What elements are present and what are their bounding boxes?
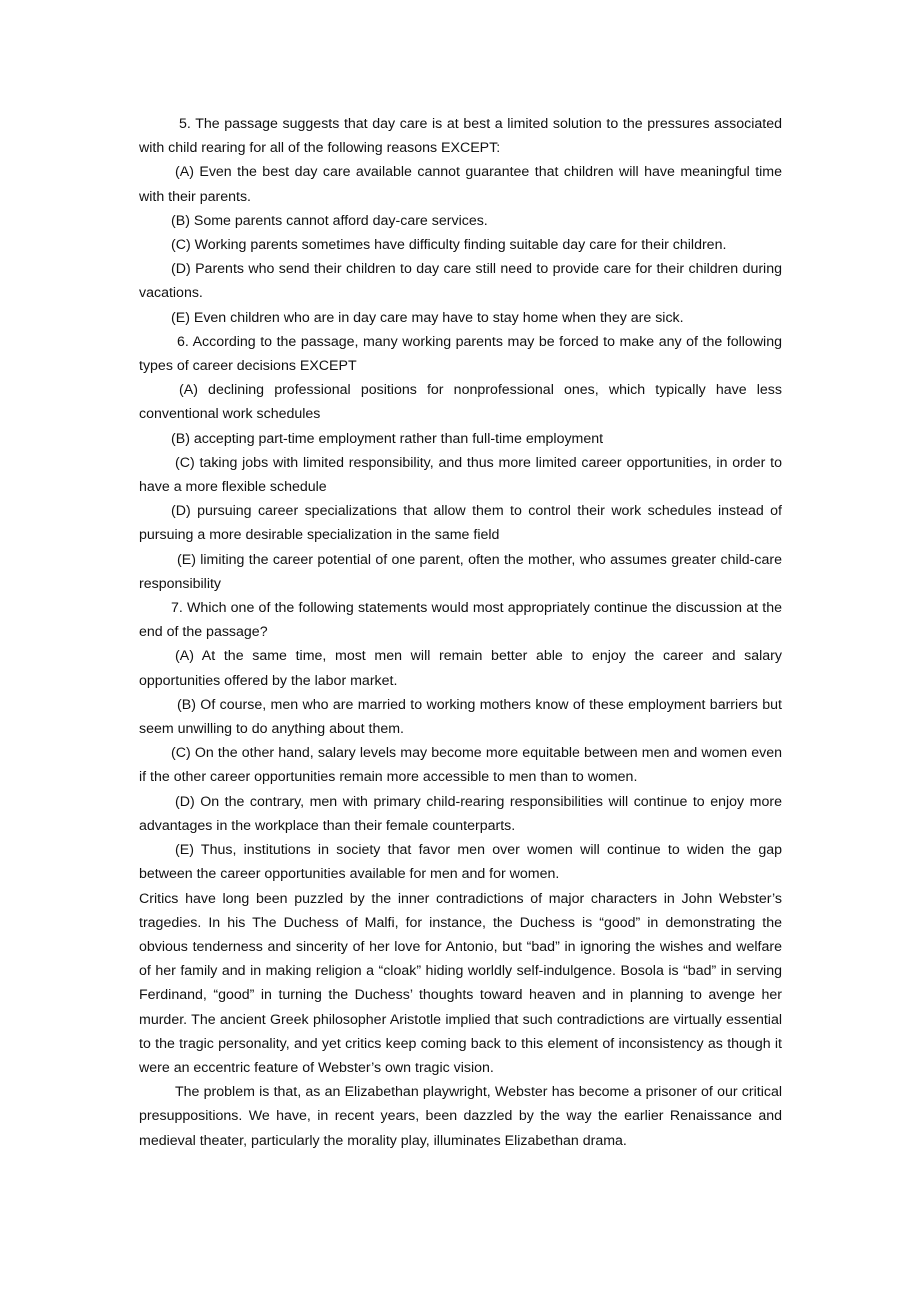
question-7-stem: 7. Which one of the following statements would most appropriately continue the discussion at the end of the passage? (139, 600, 782, 641)
question-5-option-a: (A) Even the best day care available cannot guarantee that children will have meaningful time with their parents. (139, 164, 782, 205)
question-5-option-d: (D) Parents who send their children to day care still need to provide care for their children during vacations. (139, 261, 782, 302)
question-6-option-a: (A) declining professional positions for nonprofessional ones, which typically have less conventional work schedules (139, 382, 782, 423)
question-6-stem: 6. According to the passage, many working parents may be forced to make any of the following types of career decisions EXCEPT (139, 333, 782, 375)
question-7-option-a: (A) At the same time, most men will remain better able to enjoy the career and salary opportunities offered by the labor market. (139, 648, 782, 689)
question-6-option-d: (D) pursuing career specializations that allow them to control their work schedules instead of pursuing a more desirable specialization in the same field (139, 503, 782, 544)
passage-paragraph: Critics have long been puzzled by the inner contradictions of major characters in John Webster’s tragedies. In his The Duchess of Malfi, for instance, the Duchess is “good” in demonstrating the obvious tenderness and sincerity of her love for Antonio, but “bad” in ignoring the wishes and welfare of her family and in making religion a “cloak” hiding worldly self-indulgence. Bosola is “bad” in serving Ferdinand, “good” in turning the Duchess’ thoughts toward heaven and in planning to avenge her murder. The ancient Greek philosopher Aristotle implied that such contradictions are virtually essential to the tragic personality, and yet critics keep coming back to this element of inconsistency as though it were an eccentric feature of Webster’s own tragic vision. (139, 890, 782, 1076)
question-5-option-c: (C) Working parents sometimes have difficulty finding suitable day care for their children. (171, 237, 727, 254)
question-6-option-b: (B) accepting part-time employment rather than full-time employment (171, 430, 604, 447)
question-7-option-e: (E) Thus, institutions in society that favor men over women will continue to widen the gap between the career opportunities available for men and for women. (139, 842, 782, 883)
question-7-option-d: (D) On the contrary, men with primary child-rearing responsibilities will continue to enjoy more advantages in the workplace than their female counterparts. (139, 793, 782, 834)
question-5-option-e: (E) Even children who are in day care may have to stay home when they are sick. (171, 309, 684, 326)
question-7-option-c: (C) On the other hand, salary levels may become more equitable between men and women even if the other career opportunities remain more accessible to men than to women. (139, 745, 782, 786)
passage-paragraph: The problem is that, as an Elizabethan playwright, Webster has become a prisoner of our critical presuppositions. We have, in recent years, been dazzled by the way the earlier Renaissance and medieval theater, particularly the morality play, illuminates Elizabethan drama. (139, 1084, 782, 1149)
question-6-option-c: (C) taking jobs with limited responsibility, and thus more limited career opportunities, in order to have a more flexible schedule (139, 454, 782, 496)
document-page (139, 112, 782, 1153)
question-6-option-e: (E) limiting the career potential of one parent, often the mother, who assumes greater child-care responsibility (139, 551, 782, 592)
question-5-option-b: (B) Some parents cannot afford day-care services. (171, 212, 488, 229)
question-7-option-b: (B) Of course, men who are married to working mothers know of these employment barriers but seem unwilling to do anything about them. (139, 696, 782, 738)
question-5-stem: 5. The passage suggests that day care is at best a limited solution to the pressures associated with child rearing for all of the following reasons EXCEPT: (139, 116, 782, 157)
